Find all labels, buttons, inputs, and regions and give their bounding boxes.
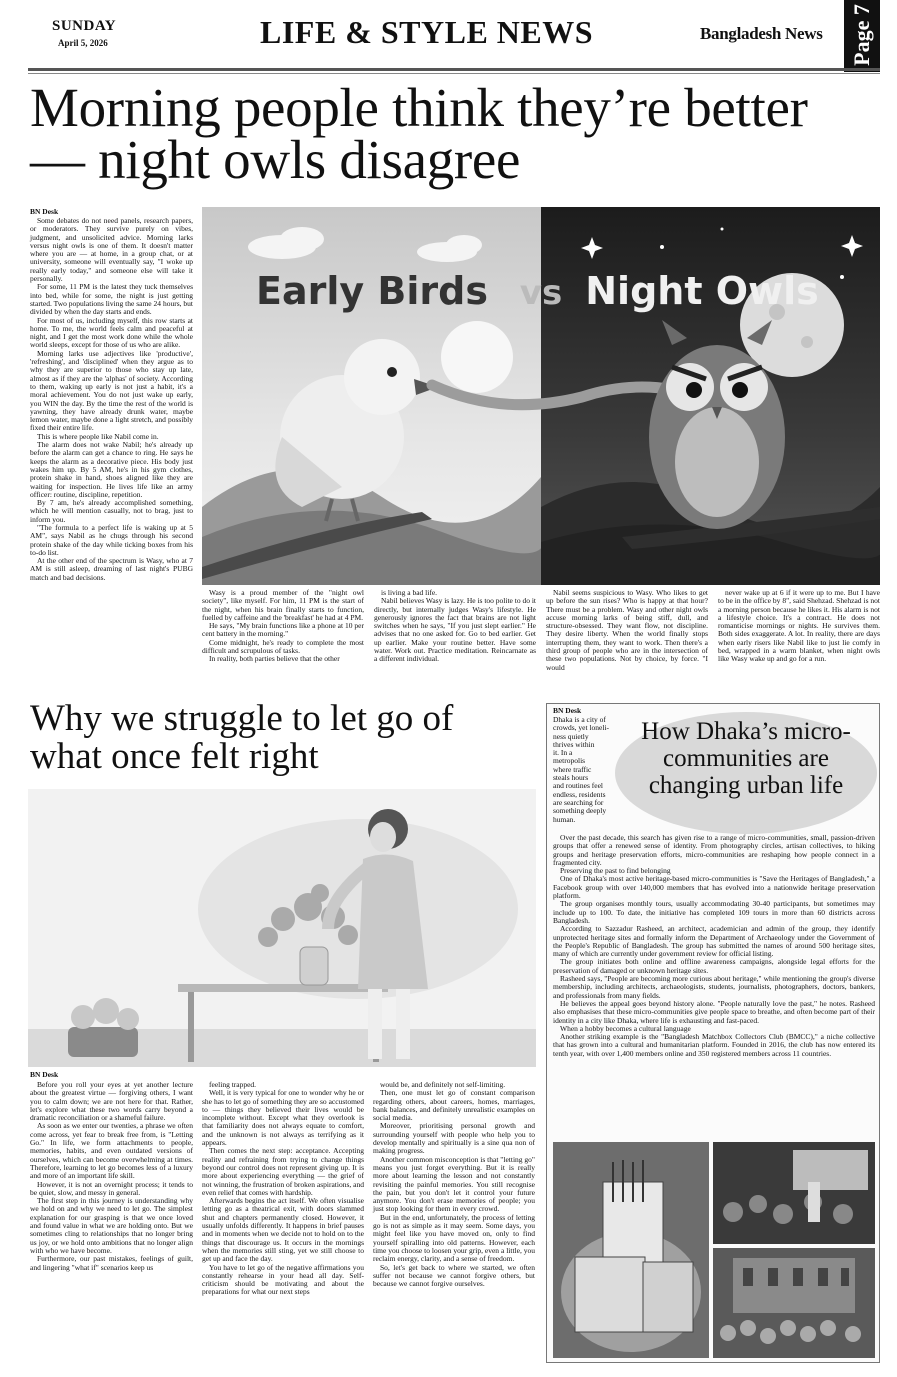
intro-line: crowds, yet loneli- — [553, 723, 610, 733]
section-title: LIFE & STYLE NEWS — [260, 14, 594, 50]
article1-column-5 — [718, 589, 880, 694]
paragraph: Another common misconception is that "letting go" means you just forget everything. But it is really more about learning the lesson and not constantly revisiting the painful memories. You still recognise the pain, but you don't let it control your future anymore. You don't erase memories of people; you just stop looking for them in every crowd. — [373, 1154, 535, 1214]
paragraph: But in the end, unfortunately, the process of letting go is not as simple as it may seem. Some days, you might feel like you have moved on, only to find yourself spiralling into old patterns. However, each time you choose to loosen your grip, even a little, you reclaim energy, clarity, and a sense of freedom. — [373, 1212, 535, 1264]
intro-line: Dhaka is a city of — [553, 715, 606, 724]
page-number: Page 7 — [849, 4, 874, 66]
masthead-day: SUNDAY — [52, 18, 117, 34]
article1-column-2 — [202, 589, 364, 694]
paragraph: Over the past decade, this search has given rise to a range of micro-communities, small, passion-driven groups that offer a renewed sense of identity. From photography circles, artisan collectives, to hiking groups and heritage preservation efforts, micro-communities are reshaping how people connect in a fragmented city. — [553, 833, 875, 867]
paragraph: He says, "My brain functions like a phone at 10 per cent battery in the morning." — [202, 621, 364, 639]
image-title-vs: vs — [519, 273, 563, 313]
article2-headline: Why we struggle to let go of what once felt right — [30, 698, 454, 777]
paragraph: Afterwards begins the act itself. We often visualise letting go as a theatrical exit, with doors slammed shut and chapters permanently closed. However, it usually unfolds differently. It happens in brief pauses and in moments when we decide not to hold on to the things that discourage us. It occurs in the mornings when the memories still sting, yet we still choose to get up and face the day. — [202, 1196, 364, 1264]
paragraph: would be, and definitely not self-limiting. — [380, 1080, 506, 1089]
article1-column-3 — [374, 589, 536, 694]
paragraph: Preserving the past to find belonging — [560, 866, 671, 876]
intro-line: where traffic — [553, 764, 592, 774]
paragraph: At the other end of the spectrum is Wasy, who at 7 AM is still asleep, dreaming of last night's PUBG match and bad decisions. — [30, 556, 193, 582]
paragraph: "The formula to a perfect life is waking up at 5 AM", says Nabil as he chugs through his second protein shake of the day while ticking boxes from his to-do list. — [30, 522, 193, 557]
paragraph: For most of us, including myself, this row starts at home. To me, the world feels calm and peaceful at night, and I get the most work done while the whole world sleeps, except for those of us who are alike. — [30, 315, 193, 350]
article3-intro — [553, 716, 617, 834]
paragraph: The group initiates both online and offline awareness campaigns, alongside legal efforts for the preservation of damaged or unknown heritage sites. — [553, 957, 875, 975]
paragraph: For some, 11 PM is the latest they tuck themselves into bed, while for some, the night is just getting started. Two populations living the same 24 hours, but divided by when the day starts and ends. — [30, 282, 193, 317]
masthead-rule-thin — [28, 73, 880, 74]
paragraph: feeling trapped. — [209, 1080, 257, 1089]
paragraph: One of Dhaka's most active heritage-based micro-communities is "Save the Heritages of Bangladesh," a Facebook group with over 140,000 members that has evolved into a nationwide heritage preservation platform. — [553, 874, 875, 901]
paragraph: When a hobby becomes a cultural language — [560, 1023, 691, 1033]
image-title-night-owls: Night Owls — [585, 269, 819, 313]
paragraph: Rasheed says, "People are becoming more curious about heritage," while mentioning the group's diverse membership, including architects, archaeologists, students, journalists, photographers, doctors, bankers, and professionals from many fields. — [553, 974, 875, 1000]
intro-line: ness quietly — [553, 731, 589, 741]
masthead-date: April 5, 2026 — [58, 38, 108, 48]
intro-line: metropolis — [553, 756, 586, 766]
paragraph: Moreover, prioritising personal growth and surrounding yourself with people who help you to develop mentally and spiritually is a sine qua non of making progress. — [373, 1121, 535, 1156]
paragraph: Wasy is a proud member of the "night owl society", like myself. For him, 11 PM is the start of the night, when his brain finally starts to function, fuelled by caffeine and the 'breakfast' he had at 4 PM. — [202, 588, 364, 622]
article3-headline: How Dhaka’s micro-communities are changing urban life — [641, 718, 851, 799]
intro-line: steals hours — [553, 773, 589, 783]
dhaka-micro-communities-box — [546, 703, 880, 1363]
woman-arranging-flowers-illustration — [28, 789, 536, 1067]
paragraph: Then comes the next step: acceptance. Accepting reality and refraining from trying to change things beyond our control does not represent giving up. It is more about experiencing everything — the grief of not winning, the frustration of broken aspirations, and even relief that comes with hardship. — [202, 1146, 364, 1197]
paragraph: According to Sazzadur Rasheed, an architect, academician and admin of the group, they identify unprotected heritage sites and formally inform the Department of Archaeology under the Government of the People's Republic of Bangladesh. The group has submitted the names of around 500 heritage sites, many of which are currently under government review for official listing. — [553, 924, 875, 959]
paragraph: Come midnight, he's ready to complete the most difficult and scrupulous of tasks. — [202, 637, 364, 656]
paragraph: never wake up at 6 if it were up to me. But I have to be in the office by 8", said Shehzad. Shehzad is not a morning person because he likes it. His alarm is not a lifestyle choice. It's a contract. He does not romanticise mornings or nights. He survives them. Both sides exaggerate. A lot. In reality, there are days when early risers like Nabil like to just lie comfy in bed, wrapped in a warm blanket, when night owls like Wasy wake up and go for a run. — [718, 588, 880, 664]
early-birds-vs-night-owls-illustration — [202, 207, 880, 585]
masthead — [28, 4, 880, 70]
paragraph: By 7 am, he's already accomplished something, which he will mention casually, not to brag, just to inform you. — [30, 498, 193, 524]
paragraph: Well, it is very typical for one to wonder why he or she has to let go of something they are so accustomed to — things they believed their lives would be incomplete without. Except what they overlook is that familiarity does not always equate to comfort, and the unknown is not always as terrifying as it appears. — [202, 1088, 364, 1148]
intro-line: endless, residents — [553, 789, 606, 799]
article2-column-3 — [373, 1081, 535, 1363]
paragraph: Before you roll your eyes at yet another lecture about the greatest virtue — forgiving others, I want you to calm down; we are not here for that. Rather, let's explore what these two words carry beyond a dramatic reconciliation or a shameful failure. — [30, 1080, 193, 1123]
intro-line: are searching for — [553, 797, 604, 807]
paragraph: The first step in this journey is understanding why we hold on and why we need to let go. The simplest explanation for our grasping is that we once loved and found value in what we are holding onto. But we sometimes cling to relationships that no longer bring us joy, or we hold onto ambitions that no longer align with who we have become. — [30, 1196, 193, 1255]
intro-line: something deeply human. — [553, 806, 607, 824]
paragraph: In reality, both parties believe that the other — [209, 654, 340, 664]
image-title-early-birds: Early Birds — [256, 269, 488, 313]
paragraph: Another striking example is the "Bangladesh Matchbox Collectors Club (BMCC)," a niche collective that has grown into a cultural and humanitarian platform. Founded in 2016, the club has now entered its tenth year, with over 1,400 members online and 350 registered members across 11 countries. — [553, 1032, 875, 1058]
paragraph: As soon as we enter our twenties, a phrase we often come across, yet fear to break free from, is "Letting Go." In life, we form attachments to people, memories, habits, and even outdated versions of ourselves, which can become overwhelming at times. Therefore, learning to let go becomes less of a luxury and more of an important life skill. — [30, 1121, 193, 1181]
article2-column-2 — [202, 1081, 364, 1363]
paragraph: Furthermore, our past mistakes, feelings of guilt, and lingering "what if" scenarios keep us — [30, 1254, 193, 1272]
article3-byline: BN Desk — [553, 706, 582, 715]
group-event-photo — [713, 1142, 875, 1244]
intro-line: it. In a — [553, 748, 573, 758]
article1-column-4 — [546, 589, 708, 694]
paragraph: is living a bad life. — [381, 588, 438, 597]
paragraph: So, let's get back to where we started, we often suffer not because we cannot forgive others, but because we cannot forgive ourselves. — [373, 1262, 535, 1289]
paragraph: Some debates do not need panels, research papers, or moderators. They survive purely on vibes, judgment, and unsolicited advice. Morning larks versus night owls is one of them. It doesn't matter where you are — at home, in a group chat, or at university, someone will eventually say, "I woke up really early today," and someone else will take it personally. — [30, 216, 193, 284]
brand-name: Bangladesh News — [700, 24, 823, 43]
paragraph: Nabil seems suspicious to Wasy. Who likes to get up before the sun rises? Who is happy at that hour? There must be a problem. Wasy and other night owls accuse morning larks of being stiff, dull, and structure-obsessed. They want flow, not discipline. They desire liberty. When the world finally stops interrupting them, they want to work. Then there's a third group of people who are in the intersection of these two populations. Not by choice, by force. "I would — [546, 588, 708, 672]
paragraph: This is where people like Nabil come in. — [37, 431, 159, 441]
paragraph: Morning larks use adjectives like 'productive', 'refreshing', and 'disciplined' when they argue as to why they are superior to those who stay up late, almost as if they are the 'alphas' of society. According to them, waking up early is not just a habit, it's a moral achievement. You do not just wake up early, you WIN the day. By the time the rest of the world is yawning, they have already drunk water, maybe lemon water, maybe done a light stretch, and possibly fixed their entire life. — [30, 348, 193, 433]
paragraph: Nabil believes Wasy is lazy. He is too polite to do it directly, but internally judges Wasy's lifestyle. He generously ignores the fact that brains are not light switches when he says, "If you just slept earlier." He advises that no one asked for. Go to bed earlier. Get up earlier. Make your routine better. Have some water. Work out. Practice meditation. Reincarnate as a different individual. — [374, 596, 536, 664]
matchbox-photo — [553, 1142, 709, 1358]
page-number-tab — [844, 0, 880, 72]
masthead-rule — [28, 68, 880, 71]
paragraph: The group organises monthly tours, usually accommodating 30-40 participants, but sometimes may include up to 100. To date, the initiative has completed 109 tours in more than 60 districts across Bangladesh. — [553, 899, 875, 925]
paragraph: Then, one must let go of constant comparison regarding others, about careers, homes, marriages, bank balances, and definitely unrealistic examples on social media. — [373, 1088, 535, 1123]
intro-line: thrives within — [553, 739, 595, 749]
paragraph: You have to let go of the negative affirmations you constantly rehearse in your head all day. Self-criticism should be motivating and about the preparations for what our next steps — [202, 1262, 364, 1297]
article1-column-1 — [30, 217, 193, 692]
paragraph: The alarm does not wake Nabil; he's already up before the alarm can get a chance to ring. He says he keeps the alarm as a decorative piece. His body just wakes him up. By 5 AM, he's in his gym clothes, protein shake in hand, shoes aligned like they are waiting for inspection. He lives life like an army officer: routine, discipline, repetition. — [30, 440, 193, 499]
article2-byline: BN Desk — [30, 1070, 59, 1079]
article1-byline: BN Desk — [30, 207, 59, 216]
paragraph: However, it is not an overnight process; it tends to be quiet, slow, and messy in general. — [30, 1179, 193, 1197]
article1-headline: Morning people think they’re better — night owls disagree — [30, 77, 808, 190]
article2-column-1 — [30, 1081, 193, 1363]
heritage-tour-photo — [713, 1248, 875, 1358]
paragraph: He believes the appeal goes beyond history alone. "People naturally love the past," he notes. Rasheed also emphasises that these micro-communities give people space to breathe, and often become part of their identity in a city like Dhaka, where life is exhausting and fast-paced. — [553, 998, 875, 1025]
intro-line: and routines feel — [553, 781, 603, 791]
article3-body — [553, 834, 875, 1134]
